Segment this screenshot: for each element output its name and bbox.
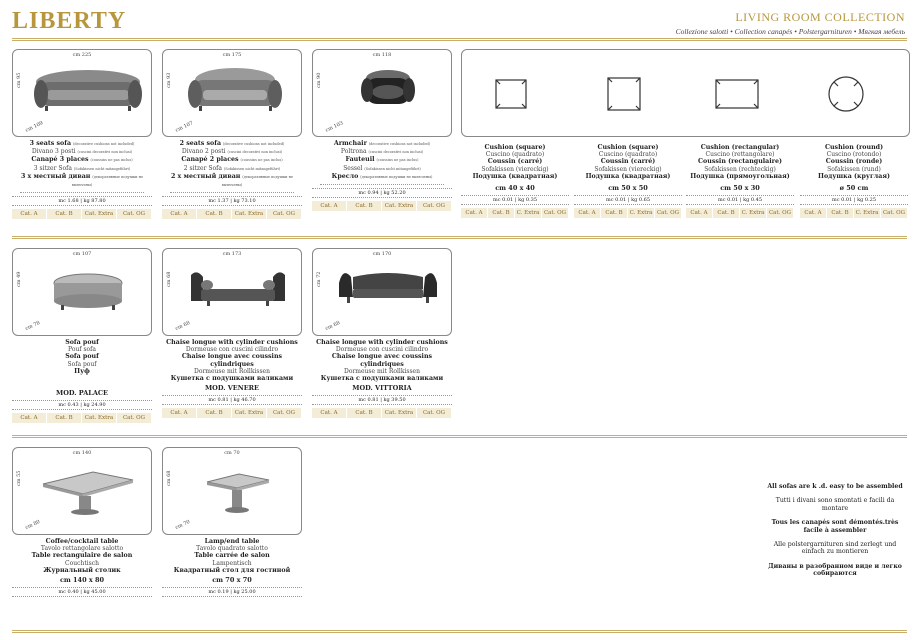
name-it: Cuscino (quadrato) [598,151,658,159]
dimension-width: cm 173 [222,251,242,257]
dimension-height: cm 72 [316,271,322,287]
product-card-3-seats-sofa [12,49,152,219]
product-card-lamp-table [162,447,302,597]
note-fr: Tous les canapés sont démontés.très facile à assembler [771,519,899,534]
volume-weight: mc 0.01 | kg 0.35 [461,195,569,205]
name-en: Cushion (square) [597,144,659,151]
product-card-pouf [12,248,152,423]
product-image-frame [162,49,302,137]
note-fr: (coussins ne pas inclus) [376,158,419,163]
product-card-vittoria [312,248,452,418]
cat-a: Cat. A [162,209,196,219]
cat-b: Cat. B [347,201,381,211]
note-it: (cuscini decorativi non inclusi) [227,150,283,155]
pouf-image [33,263,143,323]
name-de: Sofakissen (rund) [827,165,881,173]
product-image-frame [162,248,302,336]
cushion-round [800,141,908,218]
chaise-venere-image [183,263,293,323]
name-fr: Table rectangulaire de salon [31,552,133,560]
name-fr: Sofa pouf [65,353,99,361]
cat-extra: Cat. Extra [232,209,266,219]
cat-extra: Cat. Extra [382,408,416,418]
note-ru: Диваны в разобранном виде и легко собираются [768,562,902,578]
name-en: Cushion (round) [824,144,884,151]
note-en: All sofas are k .d. easy to be assembled [767,483,903,490]
cat-extra: C. Extra [855,210,879,217]
cat-extra: Cat. Extra [82,209,116,219]
volume-weight: mc 1.37 | kg 73.10 [162,196,302,206]
cat-extra: C. Extra [741,210,765,217]
note-de: (Sofakissen nicht mitangeführt) [223,166,281,171]
dimension-depth: cm 80 [24,519,42,531]
cat-a: Cat. A [162,408,196,418]
name-de: Sessel [343,164,363,172]
name-en: Cushion (rectangular) [700,144,780,151]
dimension-height: cm 49 [16,271,22,287]
name-en: Chaise longue with cylinder cushions [316,339,448,346]
armchair-image [333,64,443,124]
cat-og: Cat. OG [543,210,567,217]
cat-b: Cat. B [197,408,231,418]
name-de: Couchtisch [65,559,99,567]
name-ru: Подушка (прямоугольная) [690,172,790,180]
volume-weight: mc 0.40 | kg 45.00 [12,587,152,597]
sofa-3-seats-image [33,64,143,124]
sofa-2-seats-image [183,64,293,124]
product-image-frame [312,248,452,336]
dimension-height: cm 68 [166,271,172,287]
size: cm 50 x 30 [720,184,760,193]
product-card-armchair [312,49,452,211]
product-card-2-seats-sofa [162,49,302,219]
cat-b: Cat. B [713,208,739,218]
product-card-venere [162,248,302,418]
name-de: Sofa pouf [67,360,97,368]
name-fr: Canapé 2 places [181,156,239,164]
product-image-frame [12,248,152,336]
volume-weight: mc 0.01 | kg 0.45 [686,195,794,205]
dimension-depth: cm 68 [324,320,342,332]
name-en: 2 seats sofa [179,140,222,147]
name-fr: Coussin (carré) [600,158,656,166]
cat-b: Cat. B [827,208,853,218]
note-en: (decorative cushions not included) [222,142,285,146]
collection-subtitle: Collezione salotti • Collection canapés • Polstergarnituren • Мягкая мебель [675,27,905,36]
cat-og: Cat. OG [267,209,301,219]
note-it: (cuscini decorativi non inclusi) [368,150,424,155]
model-name: MOD. VENERE [204,384,260,393]
dimension-width: cm 118 [372,52,392,58]
name-en: Chaise longue with cylinder cushions [166,339,298,346]
dimension-depth: cm 78 [24,320,42,332]
note-de: Alle polstergarnituren sind zerlegt und einfach zu montieren [773,541,897,556]
dimension-width: cm 140 [72,450,92,456]
product-image-frame [12,447,152,535]
name-it: Pouf sofa [68,346,96,354]
note-ru: (декоративные подушки не включены) [221,174,294,188]
divider [12,435,907,438]
cat-b: Cat. B [601,208,627,218]
cat-extra: C. Extra [516,210,540,217]
size: cm 140 x 80 [59,576,105,585]
name-fr: Fauteuil [345,156,375,164]
note-fr: (coussins ne pas inclus) [240,158,283,163]
note-fr: (coussins ne pas inclus) [90,158,133,163]
name-ru: Пуф [74,367,90,375]
cat-og: Cat. OG [417,201,451,211]
collection-title: LIVING ROOM COLLECTION [735,10,905,24]
cat-a: Cat. A [12,209,46,219]
dimension-width: cm 175 [222,52,242,58]
volume-weight: mc 0.81 | kg 39.50 [312,395,452,405]
size: cm 40 x 40 [495,184,535,193]
name-de: Dormeuse mit Rollkissen [344,367,420,375]
dimension-depth: cm 68 [174,320,192,332]
cat-a: Cat. A [574,208,600,218]
dimension-width: cm 170 [372,251,392,257]
volume-weight: mc 1.68 | kg 87.80 [12,196,152,206]
lamp-table-image [183,462,293,522]
name-de: Sofakissen (viereckig) [481,165,549,173]
name-en: Sofa pouf [65,339,99,346]
note-de: (Sofakissen nicht mitangeführt) [73,166,131,171]
name-it: Divano 2 posti [181,148,226,156]
dimension-height: cm 93 [166,72,172,88]
brand-title: LIBERTY [12,8,127,34]
name-en: Armchair [333,140,367,147]
volume-weight: mc 0.94 | kg 52.20 [312,188,452,198]
cat-extra: Cat. Extra [232,408,266,418]
dimension-height: cm 55 [16,470,22,486]
cat-a: Cat. A [312,201,346,211]
name-it: Tavolo rettangolare salotto [40,545,124,553]
name-fr: Table carrée de salon [194,552,270,560]
category-row [312,201,452,211]
coffee-table-image [33,462,143,522]
volume-weight: mc 0.81 | kg 46.70 [162,395,302,405]
name-en: Coffee/cocktail table [45,538,119,545]
name-de: Dormeuse mit Rollkissen [194,367,270,375]
name-de: Lampentisch [212,559,252,567]
volume-weight: mc 0.43 | kg 24.90 [12,400,152,410]
name-it: Cuscino (quadrato) [485,151,545,159]
cat-og: Cat. OG [768,210,792,217]
dimension-depth: cm 103 [324,120,345,134]
cat-og: Cat. OG [267,408,301,418]
cat-og: Cat. OG [117,413,151,423]
cat-b: Cat. B [347,408,381,418]
dimension-depth: cm 109 [24,120,45,134]
cushion-rectangular [686,141,794,218]
cat-og: Cat. OG [656,210,680,217]
cat-b: Cat. B [488,208,514,218]
name-de: 3 sitzer Sofa [33,164,72,172]
divider [12,630,907,633]
cat-og: Cat. OG [117,209,151,219]
cushions-image-frame [461,49,910,137]
name-fr: Canapé 3 places [31,156,89,164]
product-card-coffee-table [12,447,152,597]
cat-extra: Cat. Extra [82,413,116,423]
note-ru: (декоративные подушки не включены) [360,174,433,179]
cat-b: Cat. B [197,209,231,219]
product-image-frame [312,49,452,137]
name-it: Cuscino (rettangolare) [705,151,775,159]
name-fr: Coussin (rectangulaire) [698,158,782,166]
cat-a: Cat. A [461,208,487,218]
product-image-frame [12,49,152,137]
name-it: Dormeuse con cuscini cilindro [335,346,429,354]
model-name: MOD. PALACE [56,389,108,398]
name-ru: Подушка (круглая) [818,172,890,180]
size: ø 50 cm [839,184,869,193]
name-de: 2 sitzer Sofa [183,164,222,172]
cat-og: Cat. OG [417,408,451,418]
name-de: Sofakissen (viereckig) [594,165,662,173]
name-ru: 2 х местный диван [170,172,241,180]
name-ru: Кресло [331,172,359,180]
category-row [162,209,302,219]
note-it: Tutti i divani sono smontati e facili da montare [775,497,895,512]
dimension-depth: cm 70 [174,519,192,531]
dimension-height: cm 68 [166,470,172,486]
name-fr: Chaise longue avec coussins cylindriques [181,353,283,368]
volume-weight: mc 0.01 | kg 0.65 [574,195,682,205]
note-en: (decorative cushions not included) [368,142,431,146]
cat-a: Cat. A [12,413,46,423]
name-ru: 3 х местный диван [20,172,91,180]
name-fr: Coussin (carré) [487,158,543,166]
name-en: Cushion (square) [484,144,546,151]
cat-extra: C. Extra [629,210,653,217]
note-ru: (декоративные подушки не включены) [71,174,144,188]
cushions-drawings [462,50,911,138]
category-row [12,209,152,219]
dimension-depth: cm 107 [174,120,195,134]
name-it: Divano 3 posti [31,148,76,156]
cat-a: Cat. A [800,208,826,218]
cat-a: Cat. A [312,408,346,418]
name-ru: Подушка (квадратная) [585,172,671,180]
size: cm 50 x 50 [608,184,648,193]
name-fr: Chaise longue avec coussins cylindriques [331,353,433,368]
name-ru: Подушка (квадратная) [472,172,558,180]
cat-a: Cat. A [686,208,712,218]
cat-b: Cat. B [47,413,81,423]
name-ru: Журнальный столик [43,566,121,574]
cat-b: Cat. B [47,209,81,219]
name-en: 3 seats sofa [29,140,72,147]
volume-weight: mc 0.01 | kg 0.25 [800,195,908,205]
product-image-frame [162,447,302,535]
dimension-width: cm 70 [224,450,240,456]
cushion-square-50 [574,141,682,218]
model-name: MOD. VITTORIA [352,384,412,393]
name-ru: Кушетка с подушками валиками [320,375,444,383]
dimension-width: cm 107 [72,251,92,257]
name-fr: Coussin (ronde) [825,158,883,166]
note-it: (cuscini decorativi non inclusi) [77,150,133,155]
name-de: Sofakissen (rechteckig) [704,165,776,173]
divider [12,38,907,41]
name-en: Lamp/end table [204,538,260,545]
name-ru: Квадратный стол для гостиной [173,566,291,574]
dimension-height: cm 95 [16,72,22,88]
name-ru: Кушетка с подушками валиками [170,375,294,383]
cat-extra: Cat. Extra [382,201,416,211]
name-it: Tavolo quadrato salotto [196,545,268,553]
name-it: Cuscino (rotondo) [826,151,882,159]
assembly-notes [765,483,905,585]
cushion-square-40 [461,141,569,218]
divider [12,236,907,239]
cat-og: Cat. OG [882,210,906,217]
size: cm 70 x 70 [212,576,252,585]
name-it: Poltrona [340,148,367,156]
chaise-vittoria-image [333,263,443,323]
volume-weight: mc 0.19 | kg 25.00 [162,587,302,597]
name-it: Dormeuse con cuscini cilindro [185,346,279,354]
note-en: (decorative cushions not included) [72,142,135,146]
dimension-height: cm 90 [316,72,322,88]
dimension-width: cm 225 [72,52,92,58]
note-de: (Sofakissen nicht mitangeführt) [364,166,421,171]
